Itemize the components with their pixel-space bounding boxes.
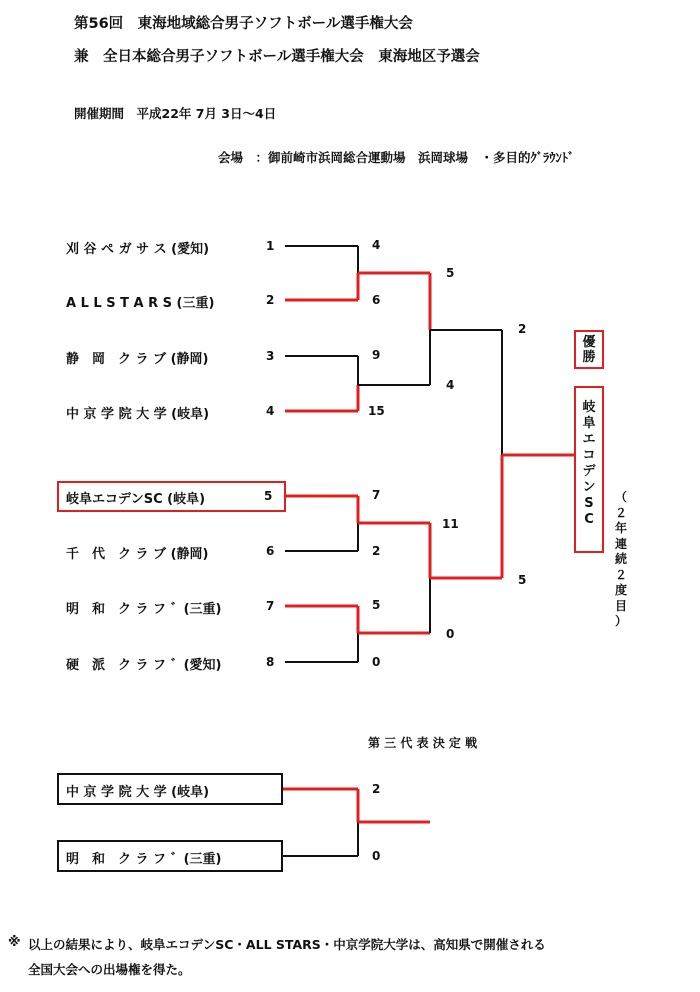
title-line-2: 兼 全日本総合男子ソフトボール選手権大会 東海地区予選会 bbox=[74, 49, 480, 65]
team-seed-4: 4 bbox=[266, 404, 275, 418]
team-seed-1: 1 bbox=[266, 239, 275, 253]
score-team-1: 4 bbox=[372, 238, 381, 252]
team-name-3: 静 岡 ク ラ ブ (静岡) bbox=[66, 352, 209, 367]
footer-line-2: 全国大会への出場権を得た。 bbox=[28, 962, 191, 977]
event-period: 開催期間 平成22年 7月 3日～4日 bbox=[74, 106, 277, 121]
score-team-4: 15 bbox=[368, 404, 385, 418]
final-score-bottom: 5 bbox=[518, 573, 527, 587]
team-seed-8: 8 bbox=[266, 655, 275, 669]
score-team-8: 0 bbox=[372, 655, 381, 669]
playoff-team-2-score: 0 bbox=[372, 849, 381, 863]
semi1-score-a: 5 bbox=[446, 266, 455, 280]
team-seed-6: 6 bbox=[266, 544, 275, 558]
semi1-score-b: 4 bbox=[446, 378, 455, 392]
team-seed-5: 5 bbox=[264, 489, 273, 503]
playoff-team-2-name: 明 和 ク ラ フ ゛(三重) bbox=[66, 852, 222, 867]
team-name-8: 硬 派 ク ラ フ ゛(愛知) bbox=[66, 658, 222, 673]
playoff-title: 第 三 代 表 決 定 戦 bbox=[368, 736, 478, 750]
champion-label-box bbox=[574, 330, 604, 369]
team-name-7: 明 和 ク ラ フ ゛(三重) bbox=[66, 602, 222, 617]
team-seed-3: 3 bbox=[266, 349, 275, 363]
playoff-team-1-score: 2 bbox=[372, 782, 381, 796]
team-name-2: A L L S T A R S (三重) bbox=[66, 296, 215, 311]
score-team-2: 6 bbox=[372, 293, 381, 307]
team-seed-2: 2 bbox=[266, 293, 275, 307]
champion-note: （ ２ 年 連 続 ２ 度 目 ） bbox=[614, 490, 627, 628]
team-seed-7: 7 bbox=[266, 599, 275, 613]
footer-mark: ※ bbox=[8, 935, 21, 950]
footer-line-1: 以上の結果により、岐阜エコデンSC・ALL STARS・中京学院大学は、高知県で開催される bbox=[28, 937, 546, 952]
score-team-5: 7 bbox=[372, 488, 381, 502]
team-name-6: 千 代 ク ラ ブ (静岡) bbox=[66, 547, 209, 562]
team-name-5: 岐阜エコデンSC (岐阜) bbox=[66, 492, 206, 507]
final-score-top: 2 bbox=[518, 322, 527, 336]
champion-label: 優 勝 bbox=[582, 334, 596, 365]
team-name-4: 中 京 学 院 大 学 (岐阜) bbox=[66, 407, 210, 422]
semi2-score-c: 11 bbox=[442, 517, 459, 531]
playoff-team-1-name: 中 京 学 院 大 学 (岐阜) bbox=[66, 785, 210, 800]
champion-team: 岐 阜 エ コ デ ン S C bbox=[582, 400, 596, 527]
champion-team-box bbox=[574, 386, 604, 553]
team-name-1: 刈 谷 ペ ガ サ ス (愛知) bbox=[66, 242, 210, 257]
score-team-6: 2 bbox=[372, 544, 381, 558]
score-team-7: 5 bbox=[372, 598, 381, 612]
score-team-3: 9 bbox=[372, 348, 381, 362]
semi2-score-d: 0 bbox=[446, 627, 455, 641]
event-venue: 会場 ：御前崎市浜岡総合運動場 浜岡球場 ・多目的ｸﾞﾗｳﾝﾄﾞ bbox=[218, 150, 575, 165]
title-line-1: 第56回 東海地域総合男子ソフトボール選手権大会 bbox=[74, 16, 413, 32]
